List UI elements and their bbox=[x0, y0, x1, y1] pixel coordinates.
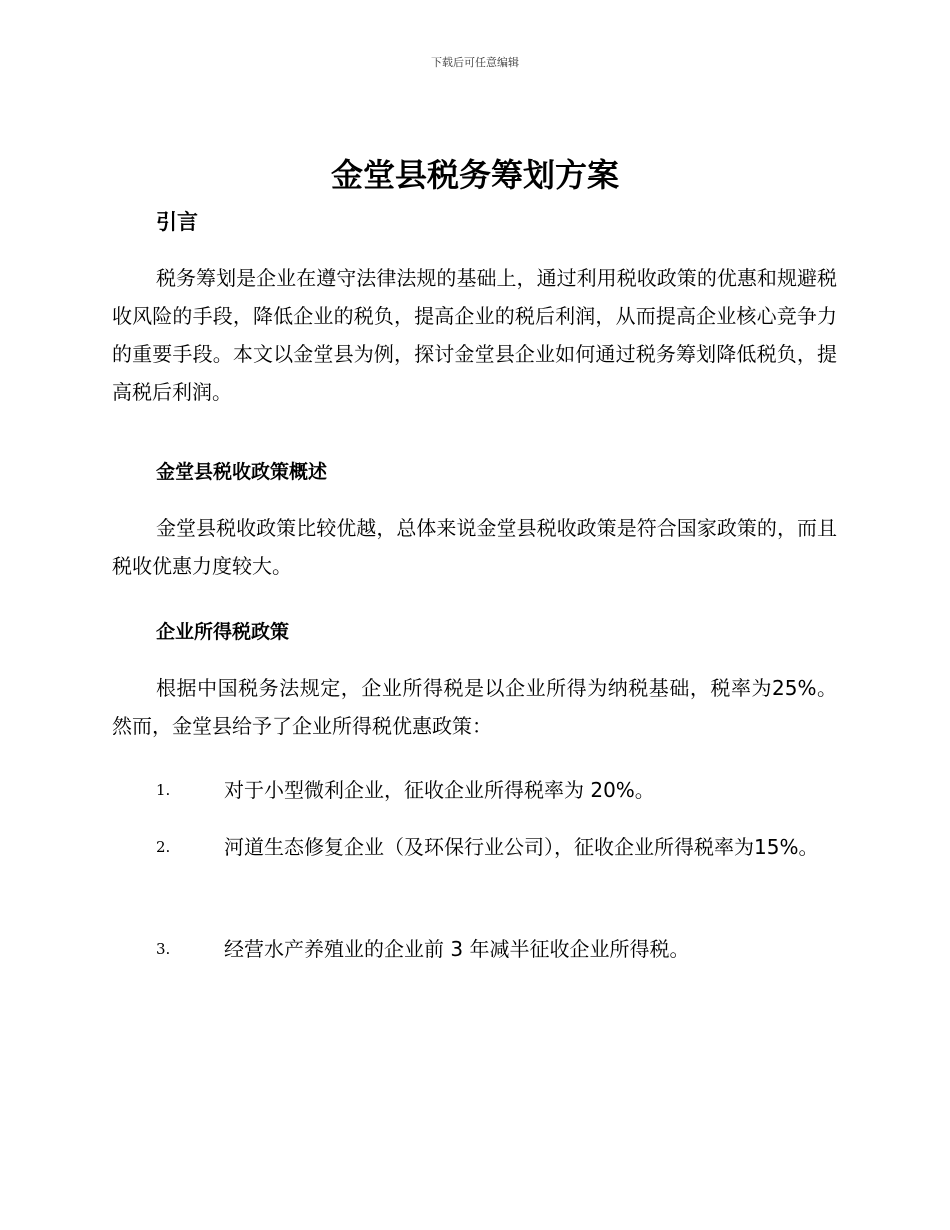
document-title: 金堂县税务筹划方案 bbox=[330, 156, 619, 194]
list-item-number: 3. bbox=[156, 940, 171, 958]
list-item-number: 2. bbox=[156, 838, 171, 856]
page-header-note: 下载后可任意编辑 bbox=[431, 56, 519, 69]
list-item bbox=[112, 828, 837, 866]
section-heading-corporate-income-tax: 企业所得税政策 bbox=[156, 621, 290, 643]
section-heading-policy-overview: 金堂县税收政策概述 bbox=[156, 461, 328, 483]
list-item bbox=[112, 930, 837, 968]
section-heading-intro: 引言 bbox=[156, 210, 198, 234]
list-item-text: 经营水产养殖业的企业前 3 年减半征收企业所得税。 bbox=[224, 937, 690, 961]
list-item-number: 1. bbox=[156, 781, 171, 799]
corporate-income-tax-paragraph: 根据中国税务法规定，企业所得税是以企业所得为纳税基础，税率为25%。然而，金堂县给予了企业所得税优惠政策： bbox=[112, 676, 837, 738]
list-item bbox=[112, 771, 837, 809]
policy-overview-paragraph: 金堂县税收政策比较优越，总体来说金堂县税收政策是符合国家政策的，而且税收优惠力度较大。 bbox=[112, 516, 837, 578]
list-item-text: 对于小型微利企业，征收企业所得税率为 20%。 bbox=[224, 778, 655, 802]
list-item-text: 河道生态修复企业（及环保行业公司），征收企业所得税率为15%。 bbox=[224, 835, 819, 859]
intro-paragraph: 税务筹划是企业在遵守法律法规的基础上，通过利用税收政策的优惠和规避税收风险的手段，降低企业的税负，提高企业的税后利润，从而提高企业核心竞争力的重要手段。本文以金堂县为例，探讨金堂县企业如何通过税务筹划降低税负，提高税后利润。 bbox=[112, 266, 837, 404]
